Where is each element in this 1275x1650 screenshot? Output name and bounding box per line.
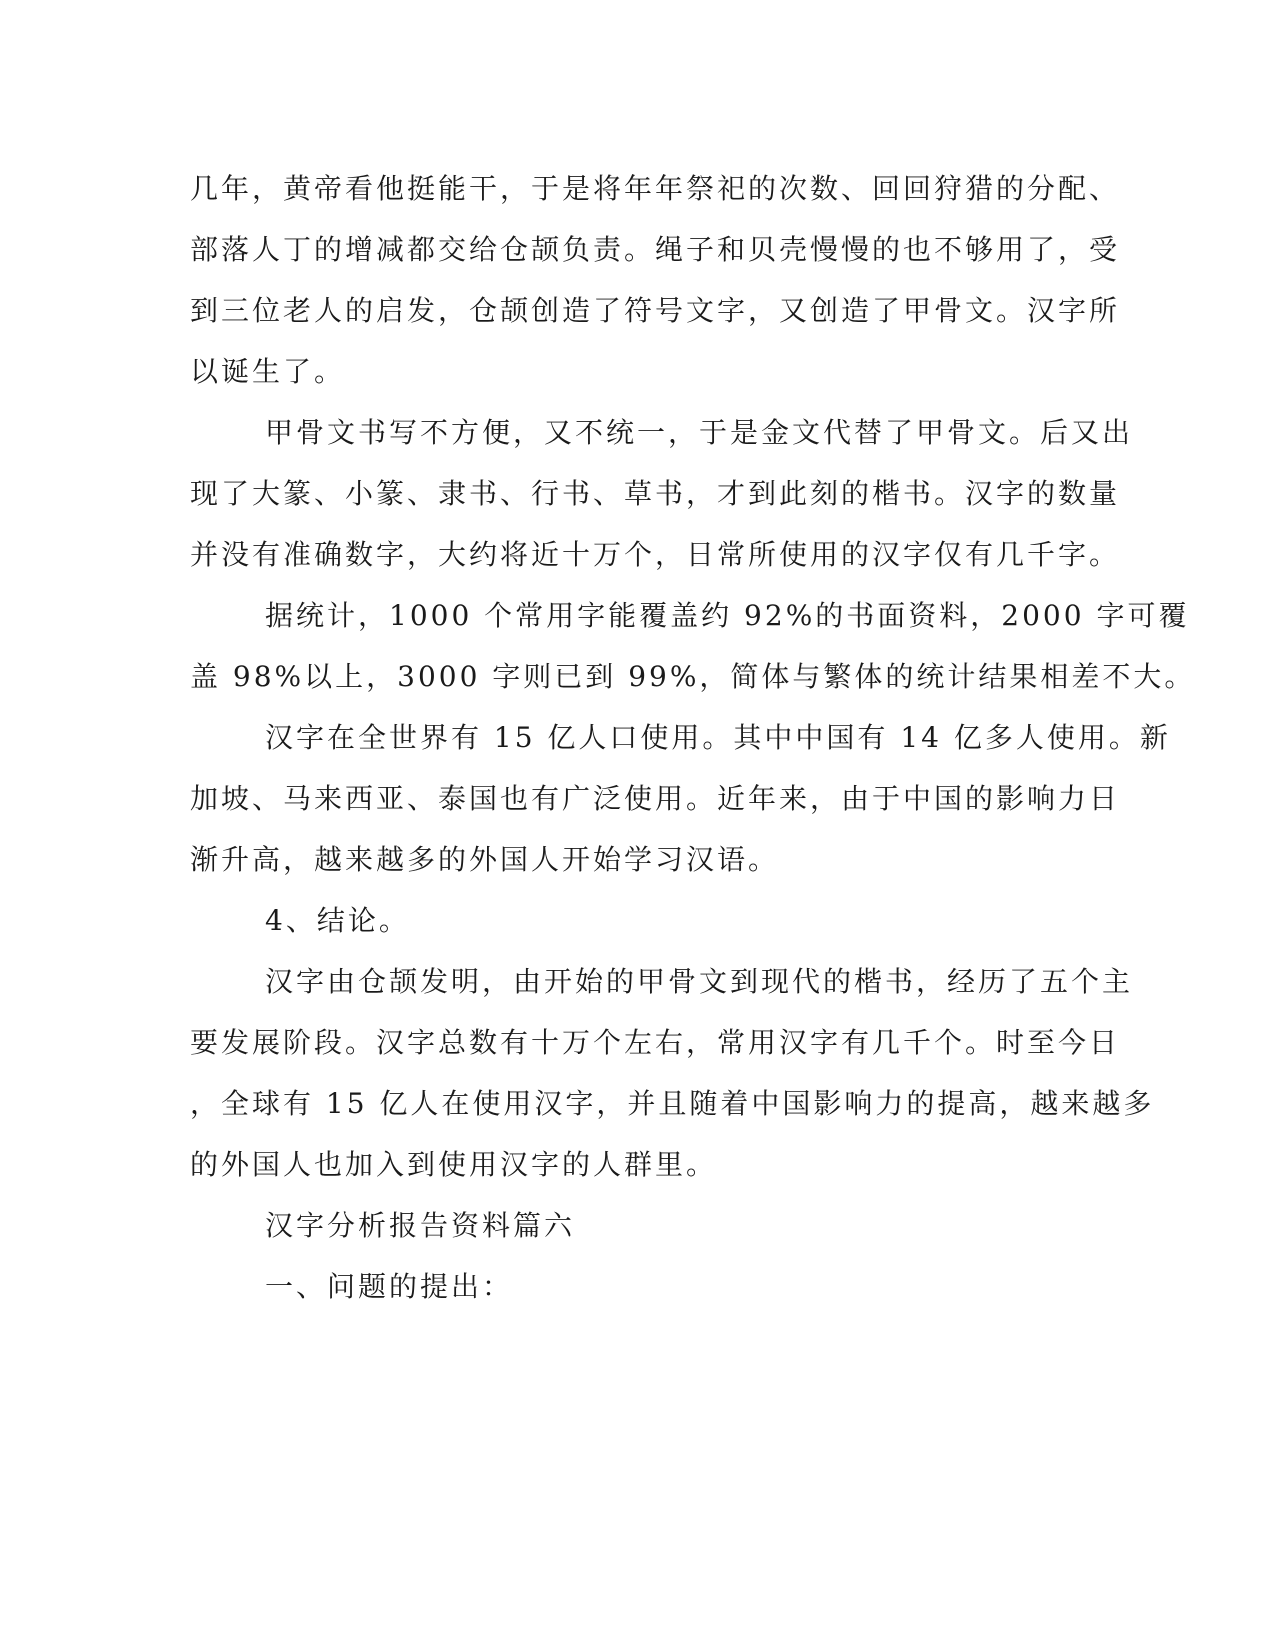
text-line: 要发展阶段。汉字总数有十万个左右，常用汉字有几千个。时至今日 bbox=[190, 1026, 1121, 1059]
text-line: 几年，黄帝看他挺能干，于是将年年祭祀的次数、回回狩猎的分配、 bbox=[190, 172, 1121, 205]
text-line: 盖 98%以上，3000 字则已到 99%，简体与繁体的统计结果相差不大。 bbox=[190, 660, 1196, 693]
text-line: 到三位老人的启发，仓颉创造了符号文字，又创造了甲骨文。汉字所 bbox=[190, 294, 1121, 327]
text-line: 汉字在全世界有 15 亿人口使用。其中中国有 14 亿多人使用。新 bbox=[265, 721, 1171, 754]
text-line: 甲骨文书写不方便，又不统一，于是金文代替了甲骨文。后又出 bbox=[265, 416, 1134, 449]
section-heading: 4、结论。 bbox=[265, 904, 410, 937]
text-line: 部落人丁的增减都交给仓颉负责。绳子和贝壳慢慢的也不够用了，受 bbox=[190, 233, 1121, 266]
text-line: 以诞生了。 bbox=[190, 355, 346, 388]
text-line: 加坡、马来西亚、泰国也有广泛使用。近年来，由于中国的影响力日 bbox=[190, 782, 1121, 815]
text-line: 汉字由仓颉发明，由开始的甲骨文到现代的楷书，经历了五个主 bbox=[265, 965, 1134, 998]
text-line: 现了大篆、小篆、隶书、行书、草书，才到此刻的楷书。汉字的数量 bbox=[190, 477, 1121, 510]
text-line: 并没有准确数字，大约将近十万个，日常所使用的汉字仅有几千字。 bbox=[190, 538, 1121, 571]
text-line: 据统计，1000 个常用字能覆盖约 92%的书面资料，2000 字可覆 bbox=[265, 599, 1190, 632]
text-line: 渐升高，越来越多的外国人开始学习汉语。 bbox=[190, 843, 780, 876]
text-line: 的外国人也加入到使用汉字的人群里。 bbox=[190, 1148, 718, 1181]
document-body bbox=[190, 158, 1196, 1317]
section-heading: 一、问题的提出： bbox=[265, 1270, 514, 1303]
text-line: ，全球有 15 亿人在使用汉字，并且随着中国影响力的提高，越来越多 bbox=[190, 1087, 1155, 1120]
section-heading: 汉字分析报告资料篇六 bbox=[265, 1209, 576, 1242]
